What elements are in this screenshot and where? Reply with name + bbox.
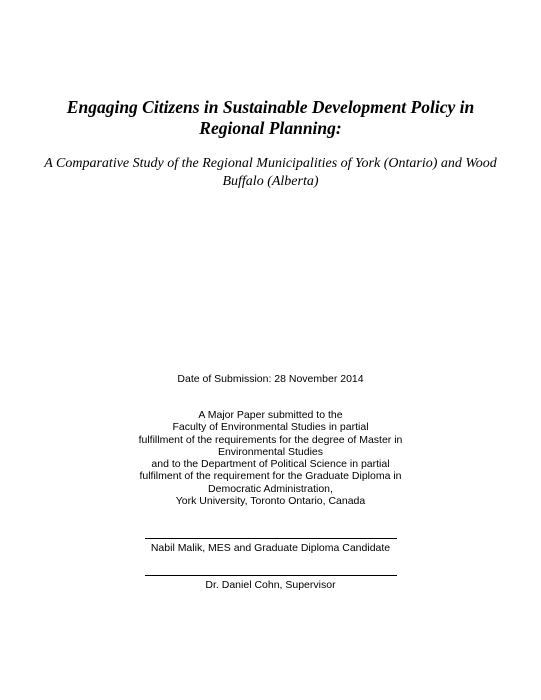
statement-line: Faculty of Environmental Studies in partial bbox=[172, 421, 369, 434]
statement-line: fulfilment of the requirement for the Graduate Diploma in bbox=[139, 470, 402, 483]
supervisor-signature-block bbox=[120, 575, 421, 591]
statement-line: Democratic Administration, bbox=[208, 482, 333, 495]
statement-line: A Major Paper submitted to the bbox=[198, 409, 343, 421]
statement-line: fulfillment of the requirements for the degree of Master in bbox=[138, 433, 403, 446]
submission-statement bbox=[100, 409, 441, 507]
signature-line bbox=[145, 575, 397, 576]
statement-line: and to the Department of Political Science in partial bbox=[151, 458, 390, 471]
submission-date: Date of Submission: 28 November 2014 bbox=[177, 373, 364, 385]
candidate-name: Nabil Malik, MES and Graduate Diploma Candidate bbox=[150, 542, 391, 554]
signature-line bbox=[145, 538, 397, 539]
document-title: Engaging Citizens in Sustainable Development Policy in Regional Planning: bbox=[66, 97, 475, 138]
statement-line: York University, Toronto Ontario, Canada bbox=[175, 495, 366, 508]
candidate-signature-block bbox=[120, 538, 421, 554]
supervisor-name: Dr. Daniel Cohn, Supervisor bbox=[205, 579, 336, 591]
statement-line: Environmental Studies bbox=[217, 445, 324, 458]
document-subtitle: A Comparative Study of the Regional Municipalities of York (Ontario) and Wood Buffalo (Alberta) bbox=[44, 156, 497, 189]
